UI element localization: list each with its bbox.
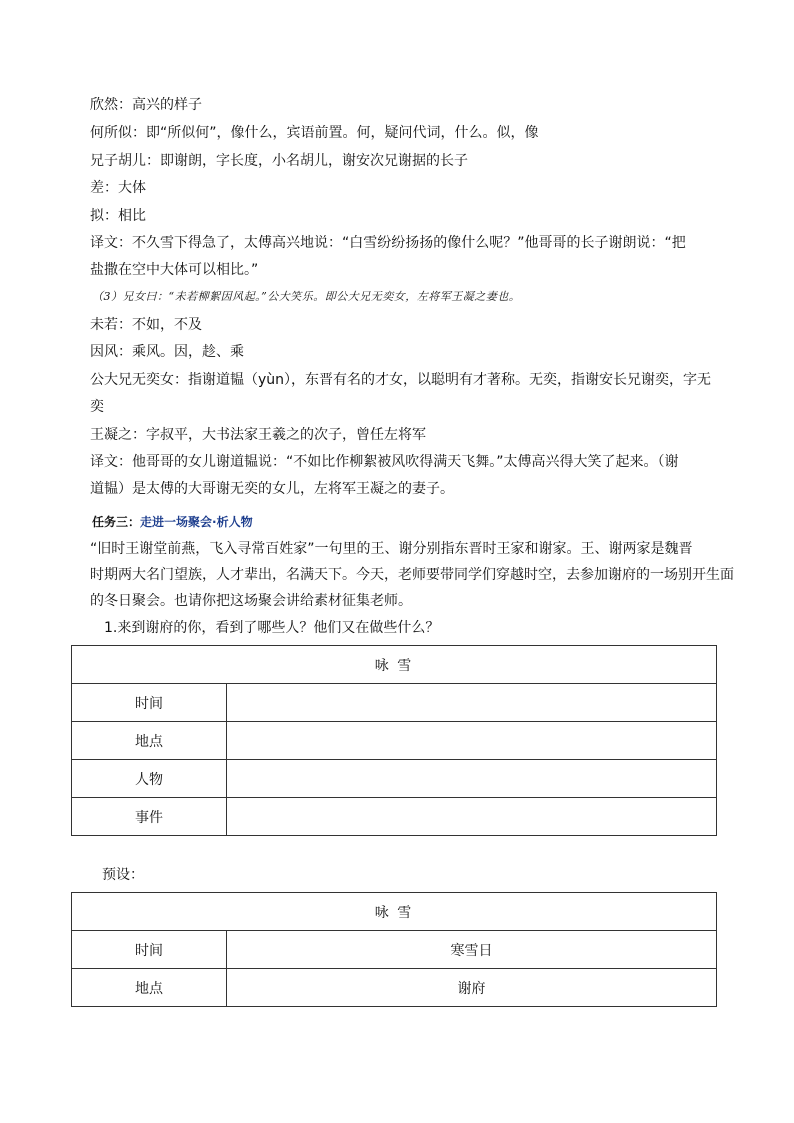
row-value: 寒雪日 <box>227 931 717 969</box>
table-row <box>72 798 717 836</box>
translation-2-line-2: 道韫）是太傅的大哥谢无奕的女儿，左将军王凝之的妻子。 <box>90 481 454 497</box>
yongxue-table-preset <box>71 892 717 1007</box>
note-cha: 差：大体 <box>90 180 146 196</box>
yongxue-table-blank <box>71 645 717 836</box>
note-ni: 拟：相比 <box>90 208 146 224</box>
note-hesuosi: 何所似：即“所似何”，像什么，宾语前置。何，疑问代词，什么。似，像 <box>90 125 539 141</box>
table-row <box>72 760 717 798</box>
note-xiongzi-huer: 兄子胡儿：即谢朗，字长度，小名胡儿，谢安次兄谢据的长子 <box>90 153 468 169</box>
row-value-input[interactable] <box>227 684 717 722</box>
task-title-link: 走进一场聚会·析人物 <box>140 515 253 529</box>
row-label: 时间 <box>72 931 227 969</box>
row-label: 地点 <box>72 722 227 760</box>
row-label: 人物 <box>72 760 227 798</box>
row-value-input[interactable] <box>227 798 717 836</box>
table-heading: 咏 雪 <box>72 893 717 931</box>
table-row <box>72 931 717 969</box>
task-three-title <box>92 510 732 534</box>
task-title-prefix: 任务三： <box>92 515 141 529</box>
note-wangningzhi: 王凝之：字叔平，大书法家王羲之的次子，曾任左将军 <box>90 427 426 443</box>
row-label: 时间 <box>72 684 227 722</box>
translation-1-line-2: 盐撒在空中大体可以相比。” <box>90 262 259 278</box>
note-weiruo: 未若：不如，不及 <box>90 317 202 333</box>
note-wuyi-line-1: 公大兄无奕女：指谢道韫（yùn），东晋有名的才女，以聪明有才著称。无奕，指谢安长兄谢奕，字无 <box>90 372 712 388</box>
preset-label: 预设： <box>102 867 144 883</box>
ancient-text-3: （3）兄女曰：“未若柳絮因风起。”公大笑乐。即公大兄无奕女，左将军王凝之妻也。 <box>92 290 521 303</box>
translation-1-line-1: 译文：不久雪下得急了，太傅高兴地说：“白雪纷纷扬扬的像什么呢？”他哥哥的长子谢朗说：“把 <box>90 235 686 251</box>
table-row <box>72 722 717 760</box>
task-intro-line-2: 时期两大名门望族，人才辈出，名满天下。今天，老师要带同学们穿越时空，去参加谢府的一场别开生面 <box>90 567 734 583</box>
row-label: 地点 <box>72 969 227 1007</box>
translation-2-line-1: 译文：他哥哥的女儿谢道韫说：“不如比作柳絮被风吹得满天飞舞。”太傅高兴得大笑了起来。（谢 <box>90 454 679 470</box>
task-intro-line-1: “旧时王谢堂前燕，飞入寻常百姓家”一句里的王、谢分别指东晋时王家和谢家。王、谢两家是魏晋 <box>90 541 693 557</box>
question-1: 1.来到谢府的你，看到了哪些人？他们又在做些什么？ <box>104 620 440 636</box>
task-intro-line-3: 的冬日聚会。也请你把这场聚会讲给素材征集老师。 <box>90 593 412 609</box>
row-value: 谢府 <box>227 969 717 1007</box>
table-row <box>72 684 717 722</box>
row-label: 事件 <box>72 798 227 836</box>
row-value-input[interactable] <box>227 722 717 760</box>
note-wuyi-line-2: 奕 <box>90 399 104 415</box>
note-xinran: 欣然：高兴的样子 <box>90 97 202 113</box>
table-heading: 咏 雪 <box>72 646 717 684</box>
table-row <box>72 969 717 1007</box>
note-yinfeng: 因风：乘风。因，趁、乘 <box>90 344 244 360</box>
row-value-input[interactable] <box>227 760 717 798</box>
